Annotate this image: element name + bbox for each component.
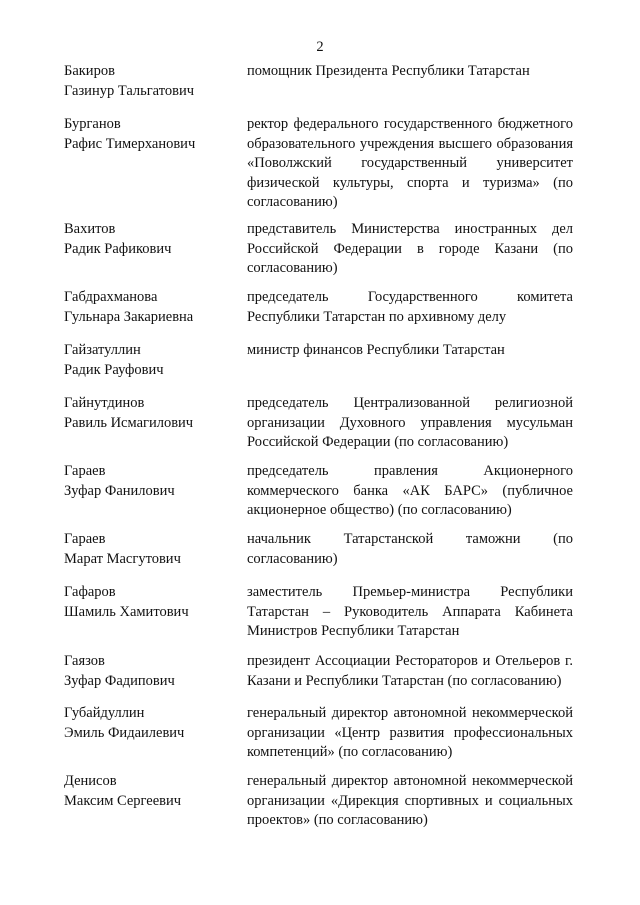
member-position: генеральный директор автономной некоммерческой организации «Дирекция спортивных и социальных проектов» (по согласованию)	[247, 773, 573, 828]
member-surname: Гайнутдинов	[64, 395, 145, 411]
member-surname: Гаязов	[64, 653, 105, 669]
member-surname: Гараев	[64, 463, 106, 479]
member-position: председатель правления Акционерного коммерческого банка «АК БАРС» (публичное акционерное общество) (по согласованию)	[247, 463, 573, 518]
member-surname: Бурганов	[64, 116, 121, 132]
member-given-names: Равиль Исмагилович	[64, 414, 194, 431]
member-surname: Гараев	[64, 531, 106, 547]
member-position: министр финансов Республики Татарстан	[247, 342, 505, 358]
member-name	[64, 220, 239, 259]
member-position: помощник Президента Республики Татарстан	[247, 63, 530, 79]
member-given-names: Максим Сергеевич	[64, 792, 182, 809]
member-name	[64, 341, 239, 380]
member-position: ректор федерального государственного бюджетного образовательного учреждения высшего образования «Поволжский государственный университет физической культуры, спорта и туризма» (по согласованию)	[247, 116, 573, 210]
member-position: председатель Государственного комитета Республики Татарстан по архивному делу	[247, 289, 573, 325]
member-surname: Губайдуллин	[64, 705, 145, 721]
member-name	[64, 115, 239, 154]
page-number: 2	[316, 39, 324, 55]
member-given-names: Газинур Тальгатович	[64, 82, 195, 99]
member-position: президент Ассоциации Рестораторов и Отельеров г. Казани и Республики Татарстан (по согласованию)	[247, 653, 573, 689]
member-name	[64, 772, 239, 811]
member-given-names: Гульнара Закариевна	[64, 308, 194, 325]
member-name	[64, 62, 239, 101]
member-given-names: Зуфар Фадипович	[64, 672, 175, 689]
member-given-names: Рафис Тимерханович	[64, 135, 196, 152]
member-position: представитель Министерства иностранных дел Российской Федерации в городе Казани (по согласованию)	[247, 221, 573, 276]
member-given-names: Эмиль Фидаилевич	[64, 724, 185, 741]
member-given-names: Зуфар Фанилович	[64, 482, 175, 499]
member-surname: Гайзатуллин	[64, 342, 141, 358]
member-name	[64, 462, 239, 501]
member-name	[64, 530, 239, 569]
member-given-names: Марат Масгутович	[64, 550, 181, 567]
member-name	[64, 704, 239, 743]
member-name	[64, 394, 239, 433]
member-name	[64, 583, 239, 622]
member-position: заместитель Премьер-министра Республики Татарстан – Руководитель Аппарата Кабинета Министров Республики Татарстан	[247, 584, 573, 639]
member-surname: Гафаров	[64, 584, 116, 600]
member-position: начальник Татарстанской таможни (по согласованию)	[247, 531, 573, 567]
member-surname: Денисов	[64, 773, 117, 789]
member-given-names: Шамиль Хамитович	[64, 603, 189, 620]
member-position: председатель Централизованной религиозной организации Духовного управления мусульман Российской Федерации (по согласованию)	[247, 395, 573, 450]
member-given-names: Радик Рауфович	[64, 361, 164, 378]
member-position: генеральный директор автономной некоммерческой организации «Центр развития профессиональных компетенций» (по согласованию)	[247, 705, 573, 760]
member-surname: Вахитов	[64, 221, 116, 237]
member-given-names: Радик Рафикович	[64, 240, 172, 257]
member-name	[64, 652, 239, 691]
member-surname: Габдрахманова	[64, 289, 158, 305]
member-surname: Бакиров	[64, 63, 115, 79]
member-name	[64, 288, 239, 327]
